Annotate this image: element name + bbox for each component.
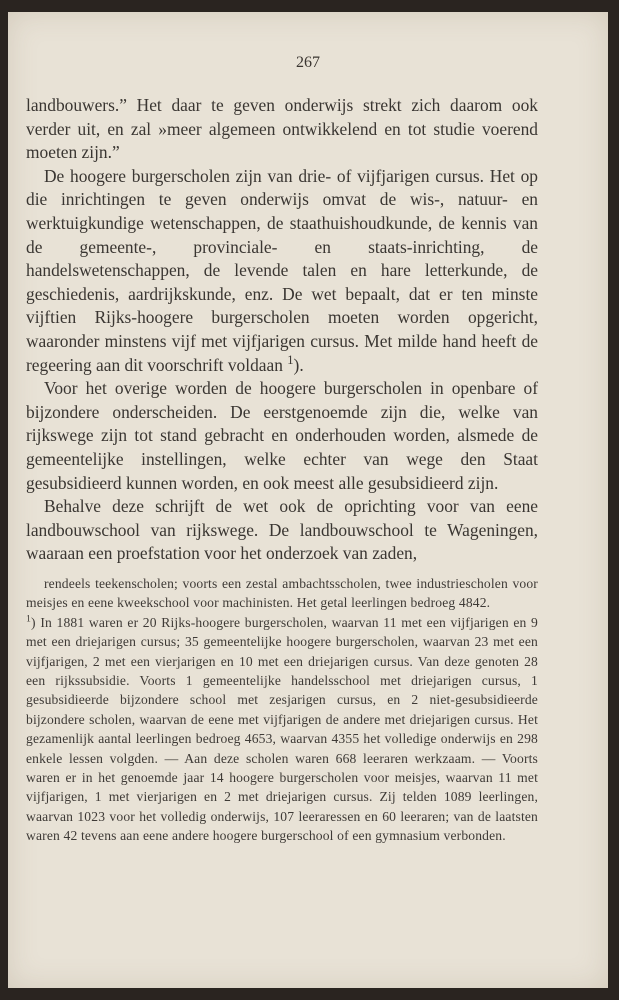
book-page [8, 12, 608, 988]
footnote-1 [26, 613, 538, 846]
footnote-1-paren: ) [31, 614, 36, 630]
paragraph-2-end: ). [293, 354, 304, 375]
main-text [26, 94, 538, 566]
footnote-1-text: In 1881 waren er 20 Rijks-hoogere burgerscholen, waarvan 11 met een vijfjarigen en 9 met een driejarigen cursus; 35 gemeentelijke hoogere burgerscholen, waarvan 23 met een vijfjarigen, 2 met een vierjarigen en 10 met een driejarigen cursus. Van deze genoten 28 een rijkssubsidie. Voorts 1 gemeentelijke handelsschool met driejarigen cursus, 1 gesubsidieerde bijzondere school met zesjarigen cursus, en 2 niet-gesubsidieerde bijzondere scholen, waarvan de eene met vijfjarigen de andere met driejarigen cursus. Het gezamenlijk aantal leerlingen bedroeg 4653, waarvan 4355 het volledige onderwijs en 298 enkele lessen volgden. — Aan deze scholen waren 668 leeraren werkzaam. — Voorts waren er in het genoemde jaar 14 hoogere burgerscholen voor meisjes, waarvan 11 met vijfjarigen, 1 met vierjarigen en 2 met driejarigen cursus. Zij telden 1089 leerlingen, waarvan 1023 voor het volledig onderwijs, 107 leeraressen en 60 leeraren; van de laatsten waren 42 tevens aan eene andere hoogere burgerschool of een gymnasium verbonden. [26, 614, 538, 844]
paragraph-2-text: De hoogere burgerscholen zijn van drie- of vijfjarigen cursus. Het op die inrichtingen te geven onderwijs omvat de wis-, natuur- en werktuigkundige wetenschappen, de staathuishoudkunde, de kennis van de gemeente-, provinciale- en staats-inrichting, de handelswetenschappen, de levende talen en hare letterkunde, de geschiedenis, aardrijkskunde, enz. De wet bepaalt, dat er ten minste vijftien Rijks-hoogere burgerscholen moeten worden opgericht, waaronder minstens vijf met vijfjarigen cursus. Met milde hand heeft de regeering aan dit voorschrift voldaan [26, 165, 538, 375]
footnote-1-marker: 1 [26, 613, 32, 625]
page-number: 267 [296, 54, 320, 71]
footnotes [26, 574, 538, 846]
paragraph-3: Voor het overige worden de hoogere burgerscholen in openbare of bijzondere onderscheiden. De eerstgenoemde zijn die, welke van rijkswege zijn tot stand gebracht en onderhouden worden, alsmede de gemeentelijke instellingen, welke echter van wege den Staat gesubsidieerd kunnen worden, en ook meest alle gesubsidieerd zijn. [26, 378, 538, 493]
footnote-continuation: rendeels teekenscholen; voorts een zestal ambachtsscholen, twee industriescholen voor meisjes en eene kweekschool voor machinisten. Het getal leerlingen bedroeg 4842. [26, 576, 538, 611]
paragraph-1: landbouwers.” Het daar te geven onderwijs strekt zich daarom ook verder uit, en zal »meer algemeen ontwikkelend en tot studie voerend moeten zijn.” [26, 95, 538, 163]
paragraph-2 [26, 165, 538, 377]
footnote-reference: 1 [287, 352, 294, 367]
paragraph-4: Behalve deze schrijft de wet ook de oprichting voor van eene landbouwschool van rijkswege. De landbouwschool te Wageningen, waaraan een proefstation voor het onderzoek van zaden, [26, 496, 538, 564]
